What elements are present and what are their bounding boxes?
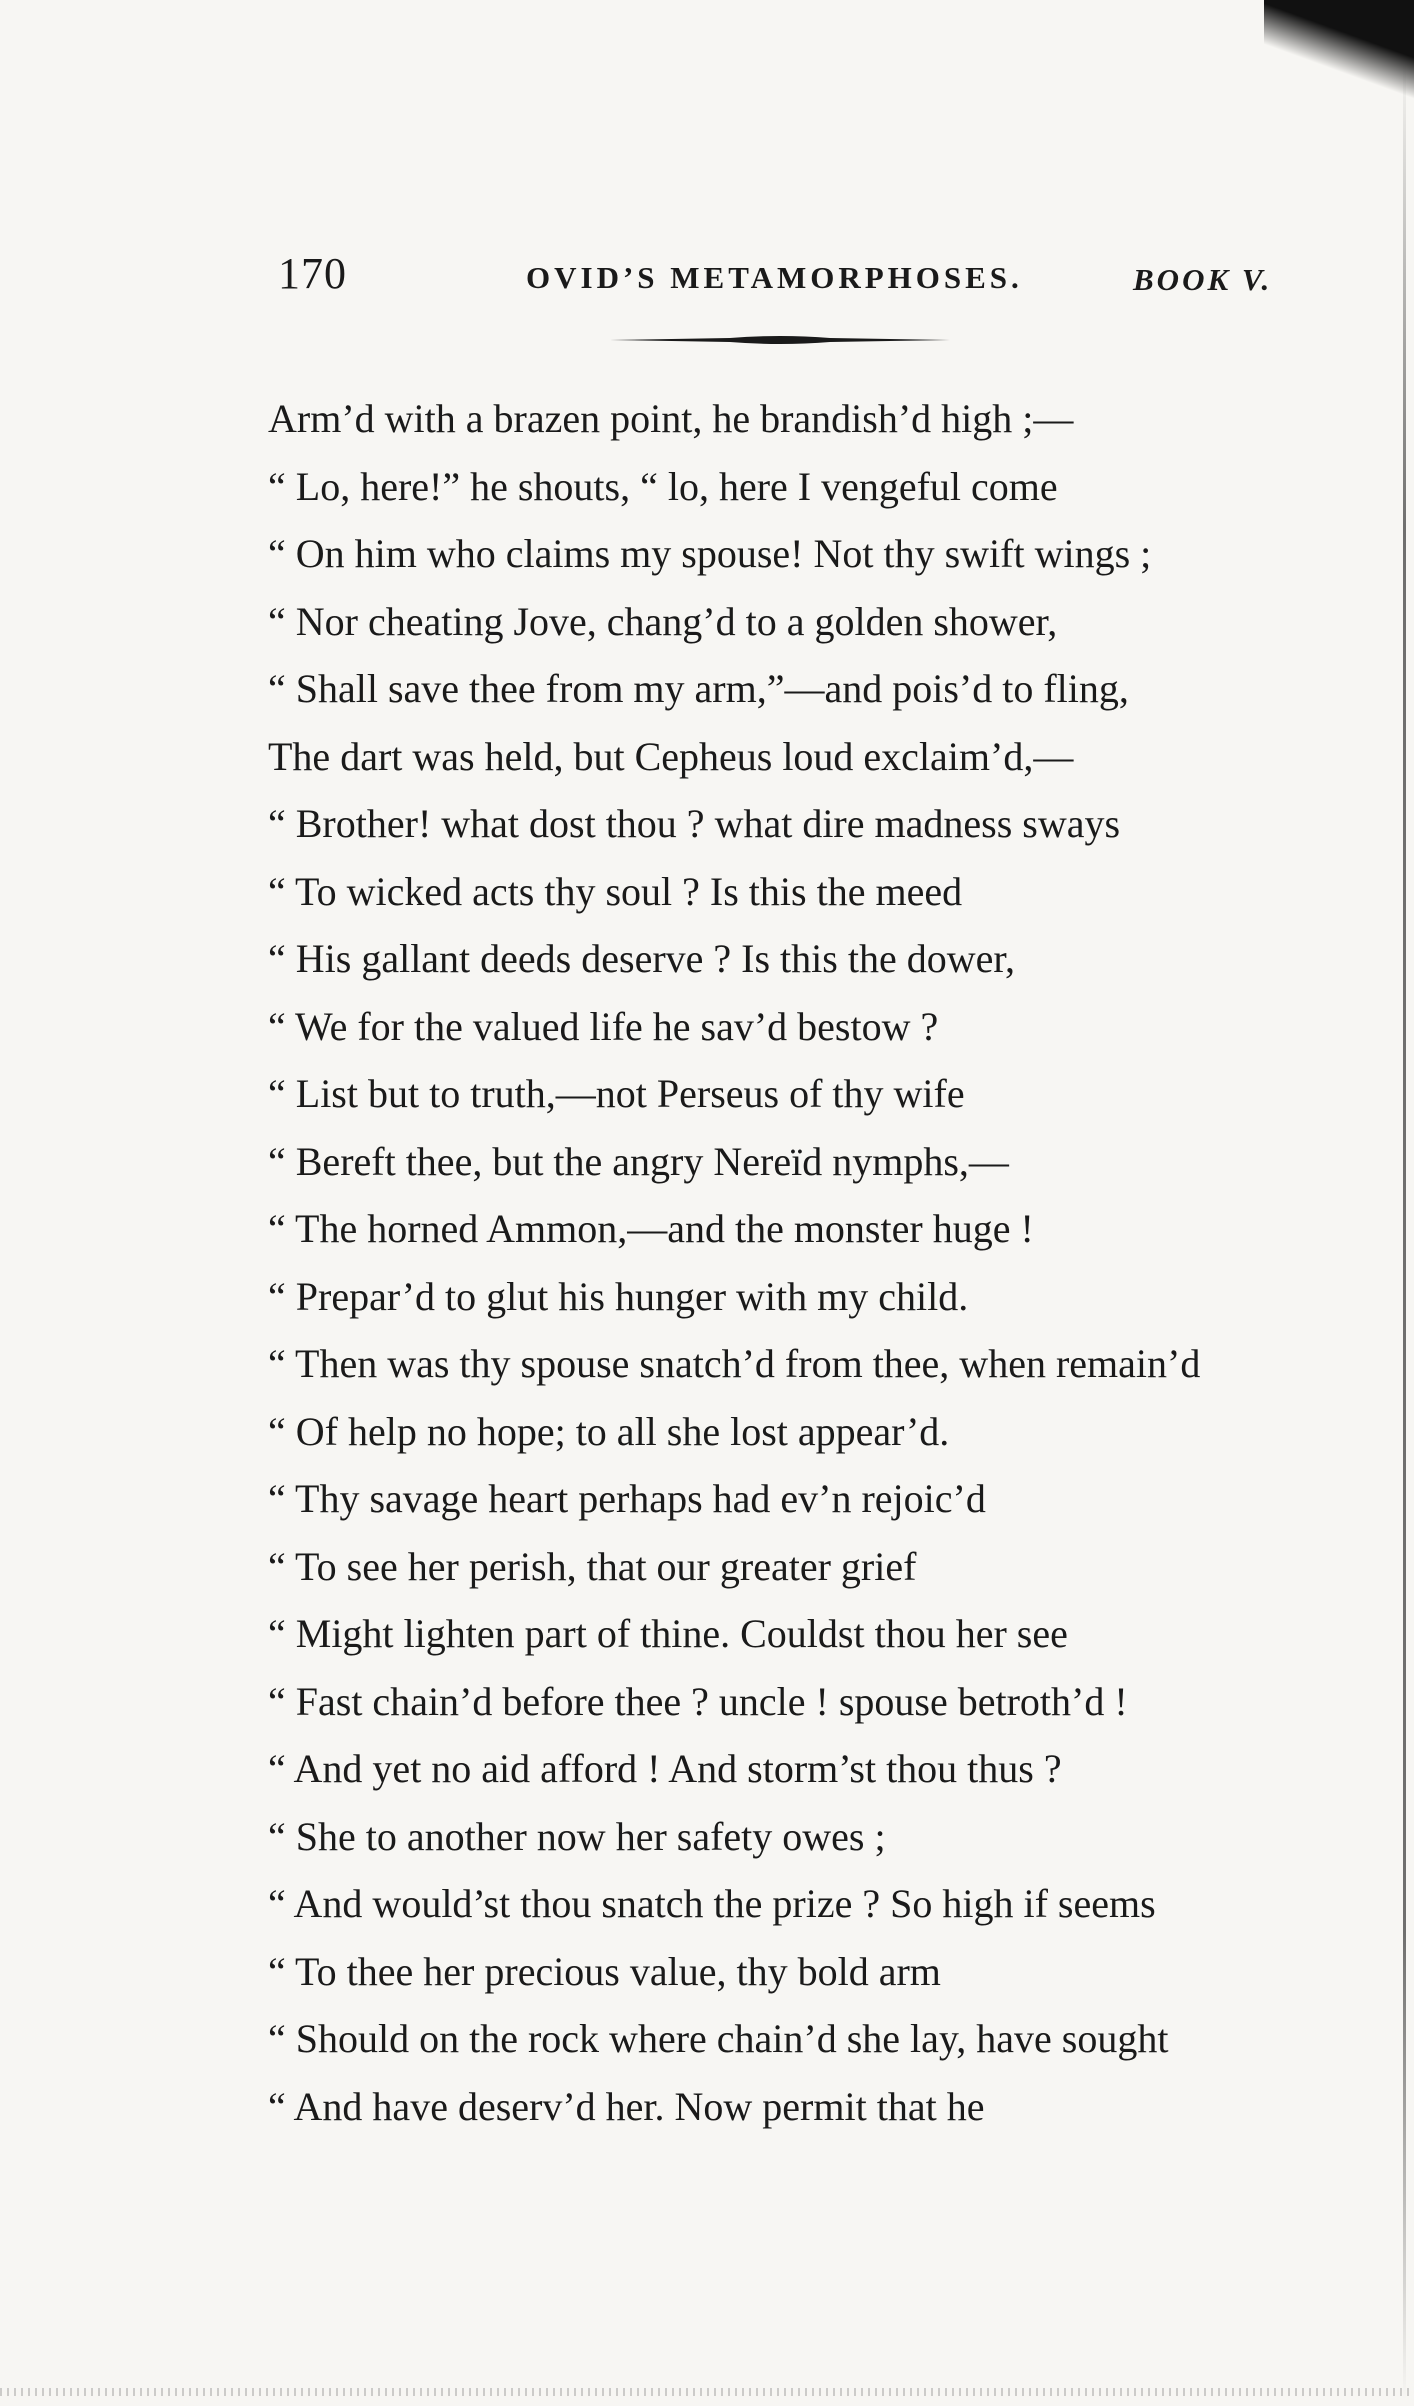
verse-line: “ Thy savage heart perhaps had ev’n rejoic’d xyxy=(268,1476,986,1521)
poem-text xyxy=(268,385,1298,2140)
running-header xyxy=(278,248,1278,308)
verse-line: “ Brother! what dost thou ? what dire madness sways xyxy=(268,801,1121,846)
verse-line: “ And would’st thou snatch the prize ? So high if seems xyxy=(268,1881,1156,1926)
verse-line: “ We for the valued life he sav’d bestow ? xyxy=(268,1003,939,1049)
page-edge-shadow xyxy=(1403,60,1406,2400)
verse-line: “ Shall save thee from my arm,”—and pois’d to fling, xyxy=(268,666,1129,711)
verse-line: “ Fast chain’d before thee ? uncle ! spouse betroth’d ! xyxy=(268,1678,1128,1724)
verse-line: “ The horned Ammon,—and the monster huge ! xyxy=(268,1206,1034,1251)
verse-line: “ Bereft thee, but the angry Nereïd nymphs,— xyxy=(268,1138,1009,1184)
verse-line: “ To wicked acts thy soul ? Is this the meed xyxy=(268,868,963,914)
verse-line: “ Should on the rock where chain’d she lay, have sought xyxy=(268,2016,1169,2061)
verse-line: “ Lo, here!” he shouts, “ lo, here I vengeful come xyxy=(268,463,1058,509)
page-bottom-edge xyxy=(0,2388,1414,2396)
verse-line: “ She to another now her safety owes ; xyxy=(268,1813,886,1859)
verse-line: “ Then was thy spouse snatch’d from thee, when remain’d xyxy=(268,1341,1201,1386)
verse-line: “ Prepar’d to glut his hunger with my child. xyxy=(268,1273,969,1319)
verse-line: The dart was held, but Cepheus loud exclaim’d,— xyxy=(268,733,1074,779)
verse-line: “ And yet no aid afford ! And storm’st thou thus ? xyxy=(268,1746,1062,1791)
page-number: 170 xyxy=(278,249,347,298)
verse-line: “ On him who claims my spouse! Not thy swift wings ; xyxy=(268,531,1152,576)
verse-line: “ Of help no hope; to all she lost appear’d. xyxy=(268,1408,950,1454)
verse-line: “ Might lighten part of thine. Couldst thou her see xyxy=(268,1611,1068,1656)
verse-line: Arm’d with a brazen point, he brandish’d high ;— xyxy=(268,396,1074,441)
verse-line: “ His gallant deeds deserve ? Is this the dower, xyxy=(268,936,1016,981)
verse-line: “ Nor cheating Jove, chang’d to a golden shower, xyxy=(268,598,1058,644)
verse-line: “ List but to truth,—not Perseus of thy wife xyxy=(268,1071,965,1116)
verse-line: “ And have deserv’d her. Now permit that he xyxy=(268,2083,985,2129)
verse-line: “ To thee her precious value, thy bold arm xyxy=(268,1948,941,1994)
verse-line: “ To see her perish, that our greater grief xyxy=(268,1543,917,1589)
running-title: OVID’S METAMORPHOSES. xyxy=(526,260,1023,295)
header-rule-ornament xyxy=(610,334,950,346)
book-label: BOOK V. xyxy=(1133,262,1273,297)
page-corner-shadow xyxy=(1264,0,1414,110)
